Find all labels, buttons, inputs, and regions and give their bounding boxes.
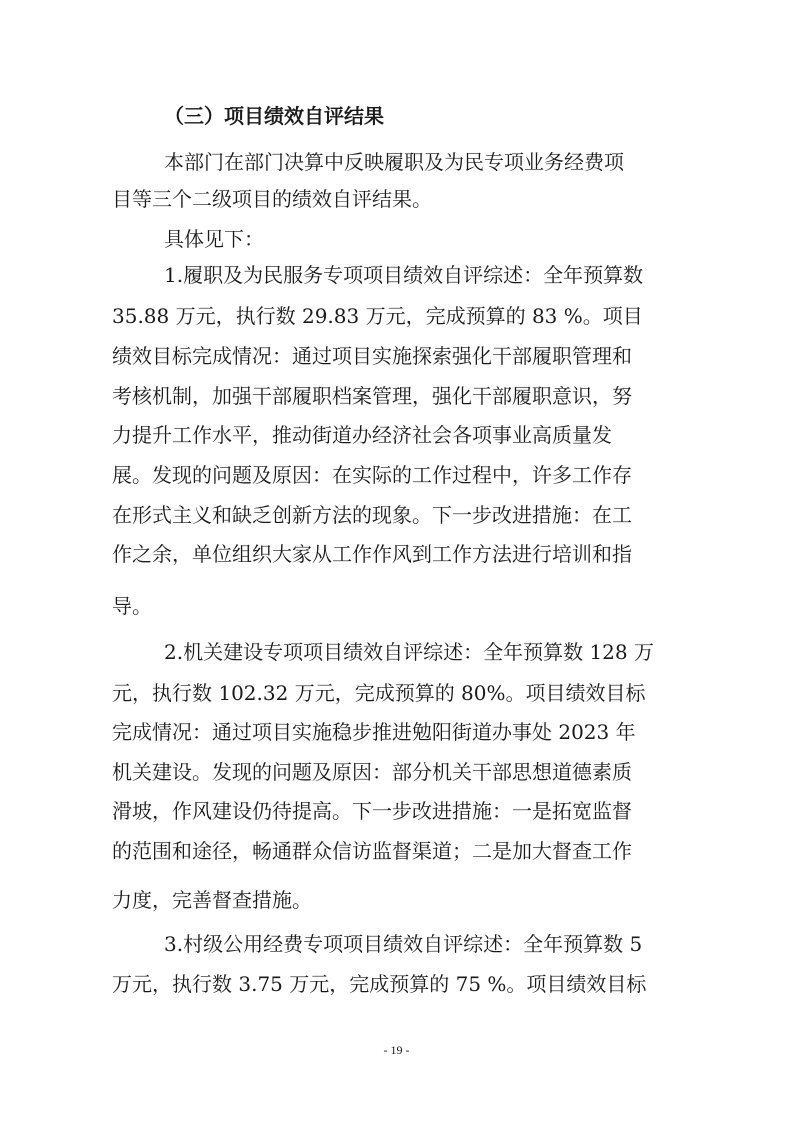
item1-line-5: 力提升工作水平，推动街道办经济社会各项事业高质量发 bbox=[112, 423, 612, 447]
item2-line-2: 元，执行数 102.32 万元，完成预算的 80%。项目绩效目标 bbox=[112, 681, 646, 705]
item2-line-5: 滑坡，作风建设仍待提高。下一步改进措施：一是拓宽监督 bbox=[112, 799, 632, 823]
page-number: - 19 - bbox=[383, 1043, 410, 1057]
item1-line-6: 展。发现的问题及原因：在实际的工作过程中，许多工作存 bbox=[112, 463, 632, 487]
item1-line-7: 在形式主义和缺乏创新方法的现象。下一步改进措施：在工 bbox=[112, 503, 632, 527]
intro-line-1: 本部门在部门决算中反映履职及为民专项业务经费项 bbox=[164, 150, 624, 174]
item2-line-6: 的范围和途径，畅通群众信访监督渠道；二是加大督查工作 bbox=[112, 839, 632, 863]
item2-line-3: 完成情况：通过项目实施稳步推进勉阳街道办事处 2023 年 bbox=[112, 720, 636, 744]
item1-line-8: 作之余，单位组织大家从工作作风到工作方法进行培训和指 bbox=[112, 542, 632, 566]
item1-line-9: 导。 bbox=[112, 594, 152, 618]
item2-line-1: 2.机关建设专项项目绩效自评综述：全年预算数 128 万 bbox=[164, 640, 654, 664]
section-heading: （三）项目绩效自评结果 bbox=[164, 104, 384, 128]
intro-line-3: 具体见下： bbox=[164, 227, 264, 251]
intro-line-2: 目等三个二级项目的绩效自评结果。 bbox=[112, 187, 432, 211]
item1-line-3: 绩效目标完成情况：通过项目实施探索强化干部履职管理和 bbox=[112, 344, 632, 368]
item1-line-1: 1.履职及为民服务专项项目绩效自评综述：全年预算数 bbox=[164, 263, 644, 287]
item3-line-2: 万元，执行数 3.75 万元，完成预算的 75 %。项目绩效目标 bbox=[112, 972, 647, 996]
item3-line-1: 3.村级公用经费专项项目绩效自评综述：全年预算数 5 bbox=[164, 932, 643, 956]
item1-line-4: 考核机制，加强干部履职档案管理，强化干部履职意识，努 bbox=[112, 384, 632, 408]
item2-line-4: 机关建设。发现的问题及原因：部分机关干部思想道德素质 bbox=[112, 760, 632, 784]
item1-line-2: 35.88 万元，执行数 29.83 万元，完成预算的 83 %。项目 bbox=[112, 304, 643, 328]
item2-line-7: 力度，完善督查措施。 bbox=[112, 888, 312, 912]
